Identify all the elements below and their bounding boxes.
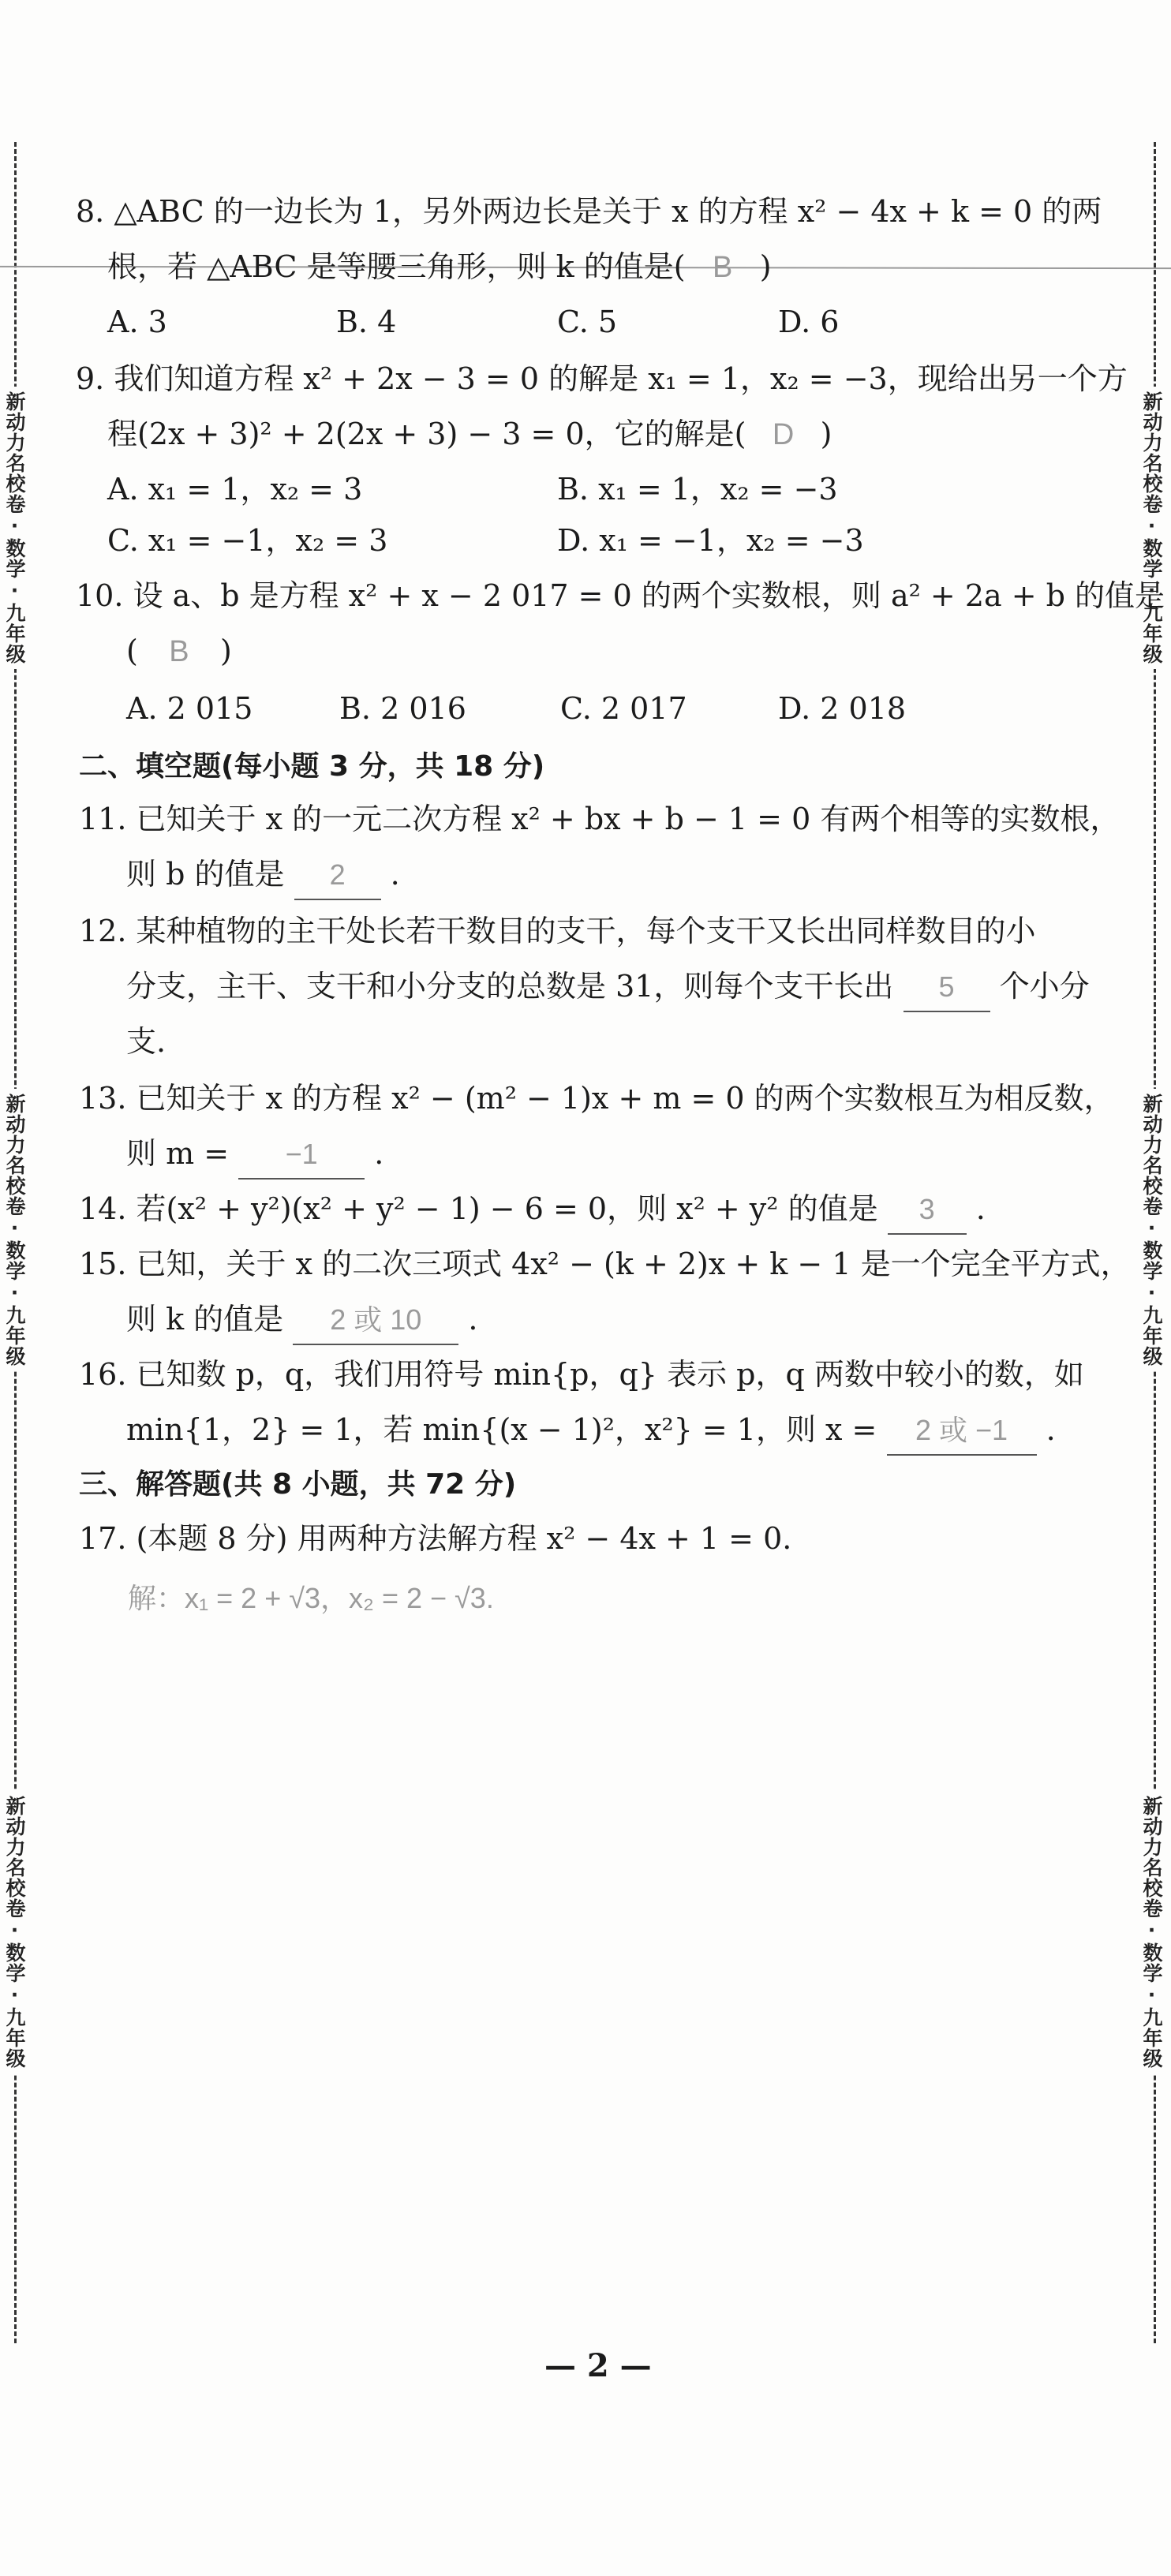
q15-answer: 2 或 10 <box>330 1303 422 1336</box>
q10-bracket-open: ( <box>126 634 138 668</box>
q12-answer: 5 <box>938 970 955 1003</box>
q13-period: . <box>374 1136 384 1171</box>
section2-heading: 二、填空题(每小题 3 分，共 18 分) <box>79 750 545 783</box>
q10-options <box>126 685 1120 732</box>
q16-stem-text: min{1，2} = 1，若 min{(x − 1)²，x²} = 1，则 x = <box>126 1412 877 1447</box>
q12-line2 <box>126 963 1090 1012</box>
q9-line1: 9. 我们知道方程 x² + 2x − 3 = 0 的解是 x₁ = 1，x₂ = −3，现给出另一个方 <box>76 361 1128 396</box>
q10-option-c: C. 2 017 <box>560 691 687 726</box>
q10-answer: B <box>169 635 189 668</box>
q8-options <box>107 298 1117 346</box>
q8-line1: 8. △ABC 的一边长为 1，另外两边长是关于 x 的方程 x² − 4x + k = 0 的两 <box>76 194 1102 229</box>
q10-bracket-close: ) <box>220 634 232 668</box>
page-number: — 2 — <box>544 2347 652 2384</box>
q12-line1: 12. 某种植物的主干处长若干数目的支干，每个支干又长出同样数目的小 <box>79 914 1036 948</box>
q10-option-b: B. 2 016 <box>339 691 466 726</box>
q14-answer-blank <box>888 1185 967 1235</box>
side-label-left-3: 新动力名校卷·数学·九年级 <box>5 1791 24 2073</box>
q15-answer-blank <box>293 1295 458 1345</box>
q11-answer-blank <box>294 851 381 900</box>
q13-answer-blank <box>238 1130 365 1180</box>
q17-line1: 17. (本题 8 分) 用两种方法解方程 x² − 4x + 1 = 0. <box>79 1521 792 1556</box>
side-label-right-3: 新动力名校卷·数学·九年级 <box>1142 1791 1162 2073</box>
q10-line1: 10. 设 a、b 是方程 x² + x − 2 017 = 0 的两个实数根，则 a² + 2a + b 的值是 <box>76 578 1165 613</box>
q8-bracket-close: ) <box>759 249 772 284</box>
q8-option-a: A. 3 <box>107 305 167 339</box>
q13-stem-text: 则 m = <box>126 1136 230 1171</box>
q14-period: . <box>975 1191 986 1226</box>
q8-option-b: B. 4 <box>336 305 397 339</box>
q15-period: . <box>468 1302 478 1337</box>
q9-options-row1 <box>107 465 1117 513</box>
q16-answer-blank <box>887 1406 1037 1456</box>
q12-stem-tail: 个小分 <box>999 969 1090 1004</box>
q16-answer: 2 或 −1 <box>915 1414 1008 1446</box>
q9-option-a: A. x₁ = 1，x₂ = 3 <box>107 472 363 507</box>
q8-answer: B <box>712 251 733 284</box>
q12-answer-blank <box>904 963 990 1012</box>
q8-option-d: D. 6 <box>778 305 840 339</box>
q9-option-c: C. x₁ = −1，x₂ = 3 <box>107 523 388 558</box>
q8-option-c: C. 5 <box>557 305 618 339</box>
q17-solution: 解：x₁ = 2 + √3，x₂ = 2 − √3. <box>128 1582 494 1614</box>
q13-line1: 13. 已知关于 x 的方程 x² − (m² − 1)x + m = 0 的两个实数根互为相反数， <box>79 1081 1114 1116</box>
side-label-right-1: 新动力名校卷·数学·九年级 <box>1142 387 1162 669</box>
q8-stem-text: 根，若 △ABC 是等腰三角形，则 k 的值是( <box>107 249 686 284</box>
q13-answer: −1 <box>285 1138 318 1170</box>
q12-stem-text: 分支，主干、支干和小分支的总数是 31，则每个支干长出 <box>126 969 894 1004</box>
q13-line2 <box>126 1130 383 1180</box>
q16-line2 <box>126 1406 1056 1456</box>
q14-answer: 3 <box>918 1193 935 1225</box>
q10-option-d: D. 2 018 <box>778 691 907 726</box>
q9-stem-text: 程(2x + 3)² + 2(2x + 3) − 3 = 0，它的解是( <box>107 417 746 451</box>
q16-line1: 16. 已知数 p，q，我们用符号 min{p，q} 表示 p，q 两数中较小的数，如 <box>79 1357 1084 1392</box>
q15-stem-text: 则 k 的值是 <box>126 1302 284 1337</box>
q11-stem-text: 则 b 的值是 <box>126 857 285 892</box>
q9-option-b: B. x₁ = 1，x₂ = −3 <box>557 472 838 507</box>
side-label-left-2: 新动力名校卷·数学·九年级 <box>5 1089 24 1371</box>
side-label-right-2: 新动力名校卷·数学·九年级 <box>1142 1089 1162 1371</box>
side-label-left-1: 新动力名校卷·数学·九年级 <box>5 387 24 669</box>
q10-option-a: A. 2 015 <box>126 691 253 726</box>
q12-line3: 支. <box>126 1024 166 1059</box>
q11-period: . <box>390 857 400 892</box>
q9-line2 <box>107 410 832 458</box>
q11-line2 <box>126 851 400 900</box>
q9-option-d: D. x₁ = −1，x₂ = −3 <box>557 523 864 558</box>
section3-heading: 三、解答题(共 8 小题，共 72 分) <box>79 1468 517 1501</box>
q15-line1: 15. 已知，关于 x 的二次三项式 4x² − (k + 2)x + k − 1 是一个完全平方式， <box>79 1247 1131 1281</box>
q10-line2 <box>126 627 232 675</box>
q16-period: . <box>1046 1412 1056 1447</box>
q8-line2 <box>107 243 772 291</box>
q9-answer: D <box>772 418 795 451</box>
q14-line1 <box>79 1185 986 1235</box>
q11-line1: 11. 已知关于 x 的一元二次方程 x² + bx + b − 1 = 0 有两个相等的实数根， <box>79 802 1120 836</box>
q15-line2 <box>126 1295 477 1345</box>
q14-stem-text: 14. 若(x² + y²)(x² + y² − 1) − 6 = 0，则 x² + y² 的值是 <box>79 1191 878 1226</box>
q9-options-row2 <box>107 517 1117 564</box>
q9-bracket-close: ) <box>820 417 832 451</box>
q11-answer: 2 <box>329 858 346 891</box>
